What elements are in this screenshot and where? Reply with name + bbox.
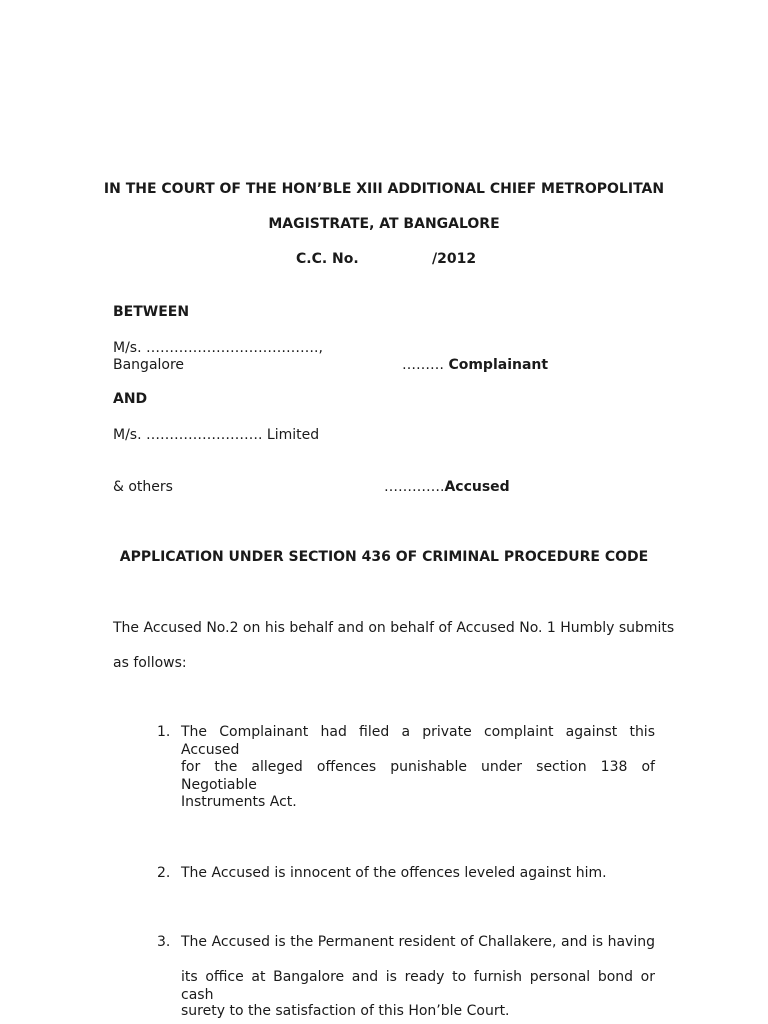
- case-number-year: /2012: [432, 251, 477, 267]
- item-number: 2.: [157, 865, 171, 881]
- item-line: for the alleged offences punishable under section 138 of Negotiable: [181, 759, 655, 793]
- item-line: surety to the satisfaction of this Hon’ble Court.: [181, 1003, 510, 1019]
- item-line: The Accused is the Permanent resident of Challakere, and is having: [181, 934, 655, 950]
- application-title: APPLICATION UNDER SECTION 436 OF CRIMINAL PROCEDURE CODE: [119, 549, 649, 565]
- accused-name: M/s. ……………………. Limited: [113, 427, 320, 443]
- complainant-name: M/s. ……………………………….,: [113, 340, 323, 356]
- court-title-line1: IN THE COURT OF THE HON’BLE XIII ADDITIONAL CHIEF METROPOLITAN: [103, 181, 665, 197]
- item-line: its office at Bangalore and is ready to furnish personal bond or cash: [181, 969, 655, 1003]
- complainant-city: Bangalore: [113, 357, 185, 373]
- accused-dots: ………….: [384, 479, 445, 495]
- item-line: The Accused is innocent of the offences leveled against him.: [181, 865, 607, 881]
- item-number: 1.: [157, 724, 171, 740]
- complainant-role: [402, 356, 548, 374]
- item-line: The Complainant had filed a private complaint against this Accused: [181, 724, 655, 758]
- accused-others: & others: [113, 479, 173, 495]
- case-number-prefix: C.C. No.: [296, 251, 359, 267]
- accused-role: [384, 478, 510, 496]
- accused-label: Accused: [444, 479, 510, 495]
- and-label: AND: [113, 391, 148, 407]
- item-number: 3.: [157, 934, 171, 950]
- item-line: Instruments Act.: [181, 794, 297, 810]
- between-label: BETWEEN: [113, 304, 190, 320]
- court-title-line2: MAGISTRATE, AT BANGALORE: [268, 216, 500, 232]
- intro-line2: as follows:: [113, 655, 187, 671]
- complainant-dots: ………: [402, 357, 449, 373]
- intro-line1: The Accused No.2 on his behalf and on behalf of Accused No. 1 Humbly submits: [113, 620, 675, 636]
- complainant-label: Complainant: [448, 357, 549, 373]
